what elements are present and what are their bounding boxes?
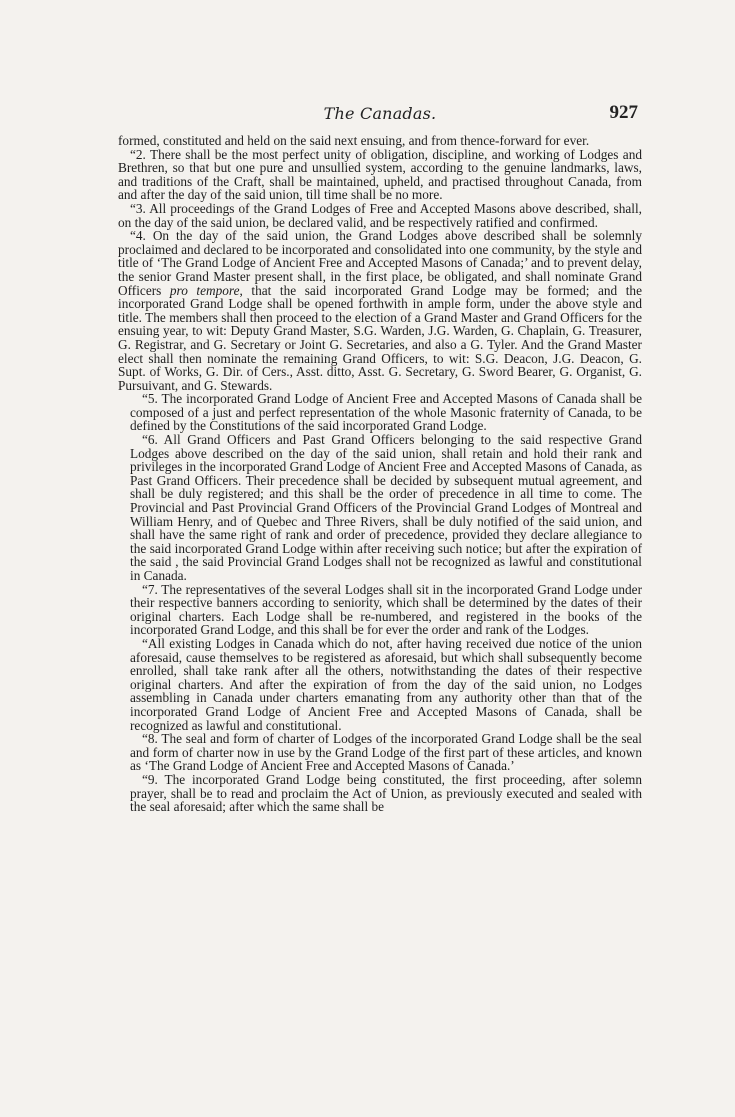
running-header: [118, 100, 642, 134]
paragraph-article-2: “2. There shall be the most perfect unity of obligation, discipline, and working of Lodges and Brethren, so that but one pure and unsullied system, according to the genuine landmarks, laws, and traditions of the Craft, shall be maintained, upheld, and practised throughout Canada, from and after the day of the said union, till time shall be no more.: [118, 146, 642, 203]
document-page: [118, 100, 642, 814]
paragraph-article-4: “4. On the day of the said union, the Grand Lodges above described shall be solemnly proclaimed and declared to be incorporated and consolidated into one community, by the style and title of ‘The Grand Lodge of Ancient Free and Accepted Masons of Canada;’ and to prevent delay, the senior Grand Master present shall, in the first place, be obligated, and shall nominate Grand Officers pro tempore, that the said incorporated Grand Lodge may be formed; and the incorporated Grand Lodge shall be opened forthwith in ample form, under the above style and title. The members shall then proceed to the election of a Grand Master and Grand Officers for the ensuing year, to wit: Deputy Grand Master, S.G. Warden, J.G. Warden, G. Chaplain, G. Treasurer, G. Registrar, and G. Secretary or Joint G. Secretaries, and also a G. Tyler. And the Grand Master elect shall then nominate the remaining Grand Officers, to wit: S.G. Deacon, J.G. Deacon, G. Supt. of Works, G. Dir. of Cers., Asst. ditto, Asst. G. Secretary, G. Sword Bearer, G. Organist, G. Pursuivant, and G. Stewards.: [118, 228, 642, 393]
paragraph-article-9: “9. The incorporated Grand Lodge being constituted, the first proceeding, after solemn prayer, shall be to read and proclaim the Act of Union, as previously executed and sealed with the seal aforesaid; after which the same shall be: [130, 771, 642, 815]
paragraph-article-6: “6. All Grand Officers and Past Grand Officers belonging to the said respective Grand Lodges above described on the day of the said union, shall retain and hold their rank and privileges in the incorporated Grand Lodge of Ancient Free and Accepted Masons of Canada, as Past Grand Officers. Their precedence shall be decided by subsequent mutual agreement, and shall be duly registered; and this shall be the order of precedence in all time to come. The Provincial and Past Provincial Grand Officers of the Provincial Grand Lodges of Montreal and William Henry, and of Quebec and Three Rivers, shall be duly notified of the said union, and shall have the same right of rank and order of precedence, provided they declare allegiance to the said incorporated Grand Lodge within after receiving such notice; but after the expiration of the said , the said Provincial Grand Lodges shall not be recognized as lawful and constitutional in Canada.: [130, 432, 642, 583]
page-number: 927: [609, 102, 638, 123]
paragraph-article-7: “7. The representatives of the several Lodges shall sit in the incorporated Grand Lodge under their respective banners according to seniority, which shall be determined by the dates of their original charters. Each Lodge shall be re-numbered, and registered in the books of the incorporated Grand Lodge, and this shall be for ever the order and rank of the Lodges.: [130, 581, 642, 638]
paragraph-continuation: formed, constituted and held on the said next ensuing, and from thence-forward for ever.: [118, 133, 590, 148]
paragraph-existing-lodges: “All existing Lodges in Canada which do not, after having received due notice of the union aforesaid, cause themselves to be registered as aforesaid, but which shall subsequently become enrolled, shall take rank after all the others, notwithstanding the dates of their respective original charters. And after the expiration of from the day of the said union, no Lodges assembling in Canada under charters emanating from any authority other than that of the incorporated Grand Lodge of Ancient Free and Accepted Masons of Canada, shall be recognized as lawful and constitutional.: [130, 635, 642, 733]
paragraph-article-5: “5. The incorporated Grand Lodge of Ancient Free and Accepted Masons of Canada shall be composed of a just and perfect representation of the whole Masonic fraternity of Canada, to be defined by the Constitutions of the said incorporated Grand Lodge.: [130, 391, 642, 434]
italic-phrase: pro tempore: [169, 282, 240, 298]
running-title: The Canadas.: [323, 104, 437, 123]
body-text: [118, 134, 642, 814]
paragraph-article-8: “8. The seal and form of charter of Lodges of the incorporated Grand Lodge shall be the seal and form of charter now in use by the Grand Lodge of the first part of these articles, and known as ‘The Grand Lodge of Ancient Free and Accepted Masons of Canada.’: [130, 731, 642, 774]
paragraph-article-3: “3. All proceedings of the Grand Lodges of Free and Accepted Masons above described, shall, on the day of the said union, be declared valid, and be respectively ratified and confirmed.: [118, 200, 642, 230]
